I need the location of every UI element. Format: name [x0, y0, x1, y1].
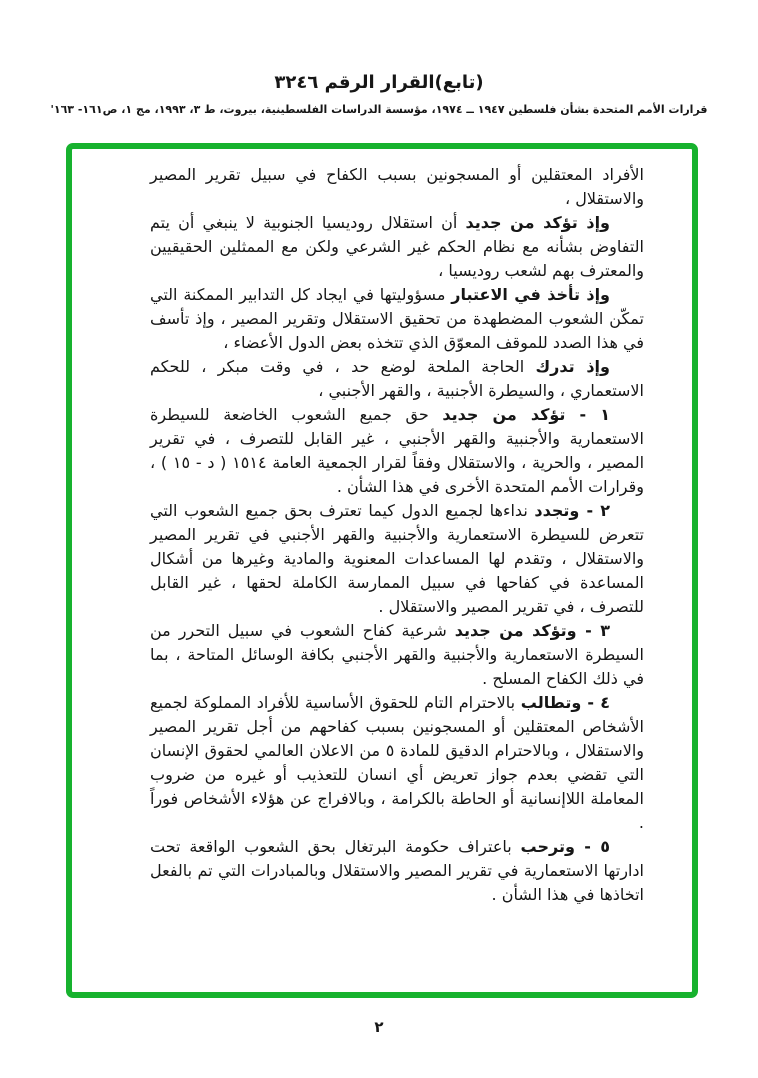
paragraph-text: مسؤوليتها في ايجاد كل التدابير الممكنة التي تمكّن الشعوب المضطهدة من تحقيق الاستقلال وتقرير المصير ، وإذ تأسف في هذا الصدد للموقف المعوّق الذي تتخذه بعض الدول الأعضاء ،: [150, 285, 644, 352]
paragraph-lead: ١ - تؤكد من جديد: [442, 405, 610, 424]
paragraph-text: الأفراد المعتقلين أو المسجونين بسبب الكفاح في سبيل تقرير المصير والاستقلال ،: [150, 165, 644, 208]
paragraph-text: الحاجة الملحة لوضع حد ، في وقت مبكر ، للحكم الاستعماري ، والسيطرة الأجنبية ، والقهر الأجنبي ،: [150, 357, 644, 400]
paragraph: [150, 283, 644, 355]
paragraph-text: نداءها لجميع الدول كيما تعترف بحق جميع الشعوب التي تتعرض للسيطرة الاستعمارية والأجنبية والقهر الأجنبي في تقرير المصير والاستقلال ، وتقدم لها المساعدات المعنوية والمادية وغيرها من أشكال المساعدة في كفاحها في سبيل الممارسة الكاملة لحقها ، غير القابل للتصرف ، في تقرير المصير والاستقلال .: [150, 501, 644, 616]
paragraph-text: باعتراف حكومة البرتغال بحق الشعوب الواقعة تحت ادارتها الاستعمارية في تقرير المصير والاستقلال وبالمبادرات التي تم بالفعل اتخاذها في هذا الشأن .: [150, 837, 644, 904]
paragraph-lead: ٢ - وتجدد: [534, 501, 610, 520]
paragraph-text: أن استقلال روديسيا الجنوبية لا ينبغي أن يتم التفاوض بشأنه مع نظام الحكم غير الشرعي ولكن مع الممثلين الحقيقيين والمعترف بهم لشعب روديسيا ،: [150, 213, 644, 280]
paragraph: [150, 691, 644, 835]
source-citation: قرارات الأمم المتحدة بشأن فلسطين ١٩٤٧ ــ ١٩٧٤، مؤسسة الدراسات الفلسطينية، بيروت، ط ٣، ١٩٩٣، مج ١، ص١٦١- ١٦٣': [50, 103, 708, 116]
paragraph: [150, 163, 644, 211]
paragraph-lead: ٣ - وتؤكد من جديد: [454, 621, 611, 640]
paragraph-lead: وإذ تدرك: [535, 357, 610, 376]
paragraph: [150, 835, 644, 907]
paragraph: [150, 355, 644, 403]
paragraph-lead: ٥ - وترحب: [520, 837, 610, 856]
paragraph-lead: وإذ تؤكد من جديد: [465, 213, 611, 232]
paragraph-text: شرعية كفاح الشعوب في سبيل التحرر من السيطرة الاستعمارية والأجنبية والقهر الأجنبي بكافة الوسائل المتاحة ، بما في ذلك الكفاح المسلح .: [150, 621, 644, 688]
page-number: ٢: [374, 1018, 384, 1036]
paragraph: [150, 619, 644, 691]
paragraph-text: بالاحترام التام للحقوق الأساسية للأفراد المملوكة لجميع الأشخاص المعتقلين أو المسجونين بسبب كفاحهم من أجل تقرير المصير والاستقلال ، وبالاحترام الدقيق للمادة ٥ من الاعلان العالمي لحقوق الإنسان التي تقضي بعدم جواز تعريض أي انسان للتعذيب أو غيره من ضروب المعاملة اللاإنسانية أو الحاطة بالكرامة ، وبالافراج عن هؤلاء الأشخاص فوراً .: [150, 693, 644, 832]
paragraph: [150, 403, 644, 499]
paragraph-lead: ٤ - وتطالب: [520, 693, 610, 712]
resolution-text: [72, 149, 692, 907]
paragraph-lead: وإذ تأخذ في الاعتبار: [451, 285, 610, 304]
paragraph-text: حق جميع الشعوب الخاضعة للسيطرة الاستعمارية والأجنبية والقهر الأجنبي ، غير القابل للتصرف ، في تقرير المصير ، والحرية ، والاستقلال وفقاً لقرار الجمعية العامة ١٥١٤ ( د - ١٥ ) ، وقرارات الأمم المتحدة الأخرى في هذا الشأن .: [150, 405, 645, 496]
green-frame: [66, 143, 698, 998]
paragraph: [150, 499, 644, 619]
page-title: (تابع)القرار الرقم ٣٢٤٦: [274, 72, 484, 93]
paragraph: [150, 211, 644, 283]
